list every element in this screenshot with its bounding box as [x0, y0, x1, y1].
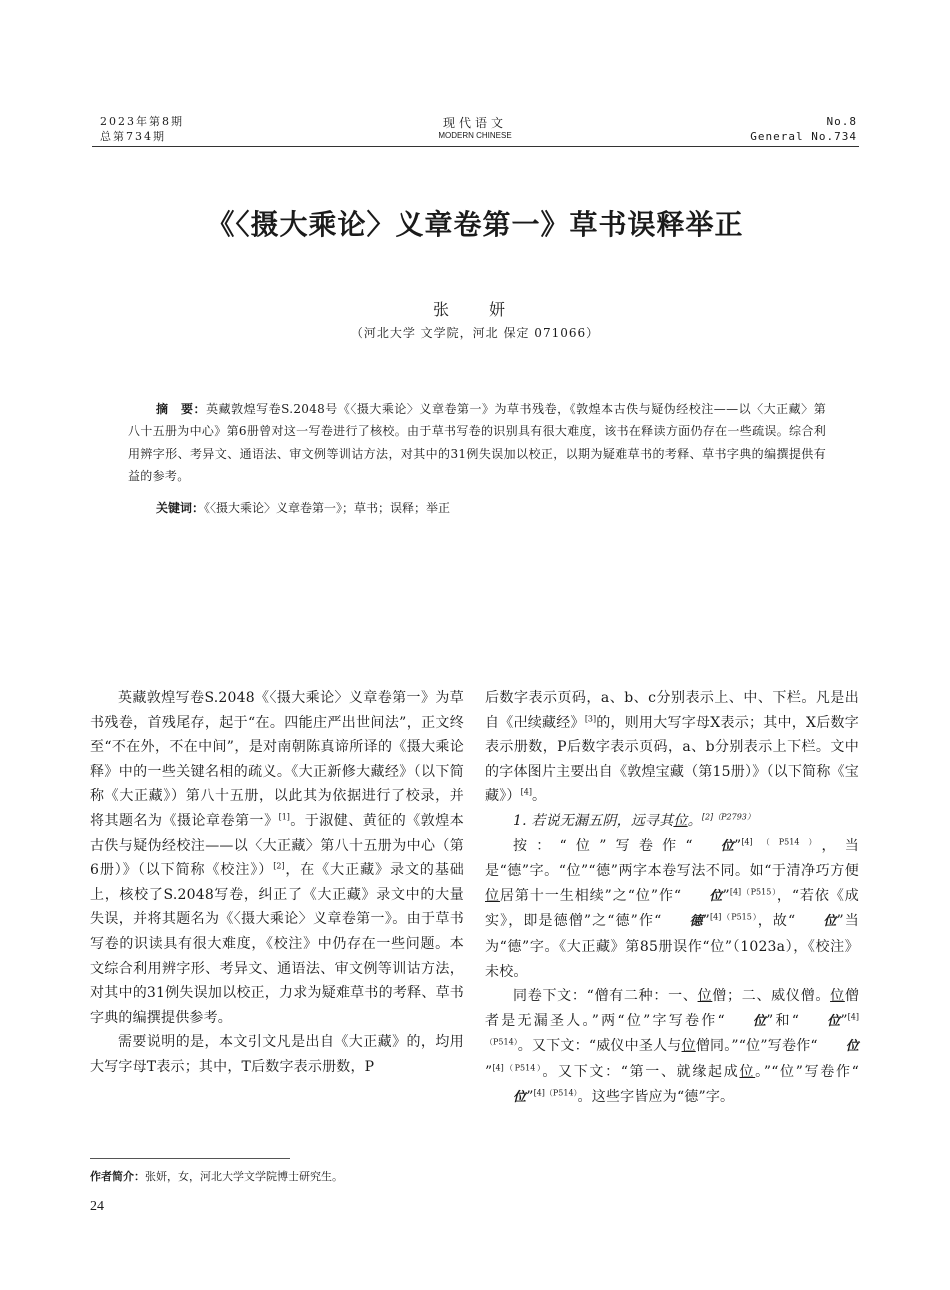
cursive-glyph-image: 德: [689, 914, 703, 930]
example-heading: [485, 809, 859, 834]
text-run: 。又下文：“第一、就缘起成: [542, 1063, 740, 1080]
general-number-en: General No.734: [750, 130, 857, 143]
text-run: 。”“位”写卷作“: [755, 1063, 860, 1080]
text-run: ，当是“德”字。“位”“德”两字本卷写法不同。如“于清净巧方便: [485, 837, 860, 880]
text-run: 同卷下文：“僧有二种：一、: [513, 988, 698, 1005]
abstract-label: 摘 要：: [156, 402, 207, 416]
text-run: ，“若依《成实》，即是德僧”之“德”作“: [485, 887, 860, 930]
citation-ref: [2]（P2793）: [701, 812, 755, 822]
citation-ref: [4]: [520, 787, 532, 797]
footnote-rule: [90, 1158, 290, 1159]
cursive-glyph-image: 位: [752, 1013, 767, 1029]
text-run: 的，则用大写字母X表示；其中，X后数字表示册数，P后数字表示页码，a、b分别表示上下栏。文中的字体图片主要出自《敦煌宝藏（第15册）》（以下简称《宝藏》）: [485, 714, 859, 805]
citation-ref: [4]（P514）: [741, 836, 822, 846]
journal-issue-en: [750, 114, 857, 144]
text-run: ”和“: [766, 1012, 800, 1029]
cursive-glyph-image: 位: [709, 888, 723, 904]
author-name: 张 妍: [432, 300, 517, 319]
citation-ref: [4]（P514）: [533, 1087, 578, 1097]
text-run: 僧同。”“位”写卷作“: [695, 1038, 818, 1055]
header-rule: [92, 146, 859, 147]
text-run: ，在《大正藏》录文的基础上，核校了S.2048写卷，纠正了《大正藏》录文中的大量失误，并将其题名为《〈摄大乘论〉义章卷第一》。由于草书写卷的识读具有很大难度，《校注》中仍存在一些问题。本文综合利用辨字形、考异文、通语法、审文例等训诂方法，对其中的31例失误加以校正，力求为疑难草书的考释、草书字典的编撰提供参考。: [90, 862, 464, 1026]
citation-ref: [3]: [584, 713, 597, 723]
underlined-char: 位: [830, 988, 845, 1005]
text-run: 。这些字皆应为“德”字。: [577, 1088, 735, 1105]
cursive-glyph-image: 位: [720, 838, 734, 854]
text-run: 僧者是无漏圣人。”两“位”字写卷作“: [485, 988, 860, 1029]
underlined-char: 位: [673, 812, 688, 829]
issue-number: 2023年第8期: [100, 115, 184, 128]
text-run: 。于淑健、黄征的《敦煌本古佚与疑伪经校注——以〈大正藏〉第八十五册为中心（第6册）》（以下简称《校注》）: [90, 812, 464, 879]
underlined-char: 位: [681, 1038, 696, 1055]
abstract: [128, 398, 826, 488]
citation-ref: [2]: [273, 861, 285, 871]
footnote-label: 作者简介：: [90, 1170, 145, 1183]
cursive-glyph-image: 位: [827, 1013, 841, 1029]
cursive-glyph-image: 位: [513, 1089, 527, 1105]
citation-ref: [4]（P515）: [710, 912, 758, 922]
text-run: 。: [687, 812, 702, 829]
general-issue-number: 总第734期: [100, 130, 166, 143]
journal-name-cn: 现代语文: [442, 116, 507, 130]
abstract-text: 英藏敦煌写卷S.2048号《〈摄大乘论〉义章卷第一》为草书残卷，《敦煌本古佚与疑伪经校注——以〈大正藏〉第八十五册为中心》第6册曾对这一写卷进行了核校。由于草书写卷的识别具有很大难度，该书在释读方面仍存在一些疏误。综合利用辨字形、考异文、通语法、审文例等训诂方法，对其中的31例失误加以校正，以期为疑难草书的考释、草书字典的编撰提供有益的参考。: [128, 402, 826, 484]
journal-name-en: MODERN CHINESE: [438, 131, 512, 140]
citation-ref: [4]（P515）: [729, 887, 777, 897]
notation-paragraph-cont: [485, 686, 859, 809]
text-run: 后数字表示页码，a、b、c分别表示上、中、下栏。凡是出自《卍续藏经》: [485, 690, 859, 731]
text-run: 。又下文：“威仪中圣人与: [517, 1038, 682, 1055]
body-column-left: [90, 686, 464, 1080]
underlined-char: 位: [739, 1063, 756, 1080]
example-text: 若说无漏五阴，远寻其: [531, 812, 674, 829]
citation-ref: [4]（P514）: [485, 1012, 860, 1047]
issue-number-en: No.8: [826, 115, 857, 128]
author-affiliation: （河北大学 文学院，河北 保定 071066）: [350, 326, 600, 340]
text-run: 居第十一生相续”之“位”作“: [499, 887, 682, 904]
cursive-glyph-image: 位: [823, 914, 837, 930]
underlined-char: 位: [485, 887, 500, 904]
underlined-char: 位: [697, 988, 713, 1005]
text-run: ，故“: [757, 913, 796, 930]
footnote: [90, 1169, 343, 1185]
analysis-paragraph-2: 同卷下文：“僧有二种：一、位僧；二、威仪僧。位僧者是无漏圣人。”两“位”字写卷作“ 位”和“ 位”$^{[4](P514)}$。又下文：“威仪中圣人与位僧同。”“位”写卷作“ 位”$^{[4](P514)}$。又下文：“第一、就缘起成位。”“位”写卷作“位”$^{[4](P514)}$。这些字皆应为“德”字。: [485, 984, 859, 1110]
example-number: 1.: [513, 812, 527, 829]
article-title: 《〈摄大乘论〉义章卷第一》草书误释举正: [206, 208, 744, 241]
analysis-paragraph: 按：“位”写卷作“ 位”$^{[4](P514)}$，当是“德”字。“位”“德”两字本卷写法不同。如“于清净巧方便位居第十一生相续”之“位”作“ 位”$^{[4](P515)}$，“若依《成实》，即是德僧”之“德”作“ 德”$^{[4](P515)}$，故“ 位”当为“德”字。《大正藏》第85册误作“位”（1023a），《校注》未校。: [485, 834, 859, 985]
text-run: 。: [531, 788, 547, 805]
footnote-text: 张妍，女，河北大学文学院博士研究生。: [145, 1170, 343, 1183]
intro-paragraph: [90, 686, 464, 1030]
citation-ref: [4]（P514）: [492, 1063, 543, 1073]
cursive-glyph-image: 位: [845, 1039, 859, 1055]
keywords-text: 《〈摄大乘论〉义章卷第一》；草书；误释；举正: [204, 501, 451, 515]
notation-paragraph: 需要说明的是，本文引文凡是出自《大正藏》的，均用大写字母T表示；其中，T后数字表示册数，P: [90, 1034, 464, 1075]
keywords-label: 关键词：: [156, 501, 205, 515]
page-number: 24: [90, 1199, 104, 1214]
citation-ref: [1]: [278, 812, 290, 822]
body-column-right: [485, 686, 859, 1110]
text-run: 按：“位”写卷作“: [513, 837, 693, 854]
text-run: 僧；二、威仪僧。: [712, 988, 831, 1005]
text-run: 英藏敦煌写卷S.2048《〈摄大乘论〉义章卷第一》为草书残卷，首残尾存，起于“在。四能庄严出世间法”，正文终至“不在外，不在中间”，是对南朝陈真谛所译的《摄大乘论释》中的一些关键名相的疏义。《大正新修大藏经》（以下简称《大正藏》）第八十五册，以此其为依据进行了校录，并将其题名为《摄论章卷第一》: [90, 690, 464, 829]
keywords: [156, 499, 826, 517]
text-run: ”当为“德”字。《大正藏》第85册误作“位”（1023a），《校注》未校。: [485, 913, 859, 980]
